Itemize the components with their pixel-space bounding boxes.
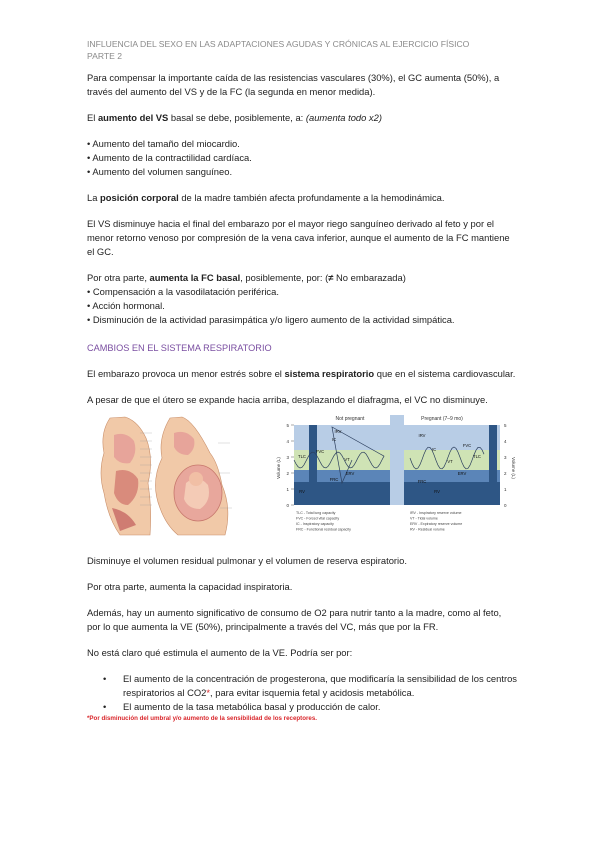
legend-entry: RV - Residual volume xyxy=(410,527,445,532)
box-label-right: RV xyxy=(434,489,440,494)
text: basal se debe, posiblemente, a: xyxy=(168,112,306,123)
y-axis-label: Volume (L) xyxy=(276,457,281,479)
y-axis-label-right: Volume (L) xyxy=(511,457,516,479)
paragraph-vr: Disminuye el volumen residual pulmonar y el volumen de reserva espiratorio. xyxy=(87,555,407,566)
box-label-left: ERV xyxy=(345,471,355,476)
paragraph-ci: Por otra parte, aumenta la capacidad inspiratoria. xyxy=(87,581,293,592)
y-tick-label: 0 xyxy=(286,503,289,508)
header-title: INFLUENCIA DEL SEXO EN LAS ADAPTACIONES AGUDAS Y CRÓNICAS AL EJERCICIO FÍSICO xyxy=(87,39,470,49)
text: Por otra parte, xyxy=(87,272,150,283)
box-label-left: RV xyxy=(299,489,305,494)
bold-text: posición corporal xyxy=(100,192,179,203)
legend-entry: ERV - Expiratory reserve volume xyxy=(410,522,463,526)
box-label-left: IC xyxy=(331,437,337,442)
y-tick-label-right: 4 xyxy=(504,439,507,444)
y-tick-label-right: 0 xyxy=(504,503,507,508)
section-heading: CAMBIOS EN EL SISTEMA RESPIRATORIO xyxy=(87,343,272,353)
pregnant-label: Pregnant (7–9 mo) xyxy=(421,416,463,422)
y-tick-label-right: 1 xyxy=(504,487,507,492)
text: , posiblemente, por: ( xyxy=(240,272,329,283)
figure-row xyxy=(87,413,517,538)
legend-entry: FRC - Functional residual capacity xyxy=(296,527,351,532)
y-tick-label-right: 2 xyxy=(504,471,507,476)
text: No embarazada) xyxy=(333,272,406,283)
list-item: • Aumento de la contractilidad cardíaca. xyxy=(87,152,252,163)
tlc-bar-left xyxy=(309,425,317,505)
text: de la madre también afecta profundamente a la hemodinámica. xyxy=(178,192,445,203)
tlc-bar-right xyxy=(489,425,497,505)
paragraph-o2: Además, hay un aumento significativo de consumo de O2 para nutrir tanto a la madre, como al feto, por lo que aumenta la VE (50%), principalmente a través del VC, más que por la FR. xyxy=(87,607,502,632)
italic-note: (aumenta todo x2) xyxy=(305,112,382,123)
list-item: • Aumento del tamaño del miocardio. xyxy=(87,138,240,149)
ve-causes-list xyxy=(87,672,517,714)
anatomy-illustration xyxy=(90,413,240,538)
page-header xyxy=(87,38,517,62)
box-label-left: FRC xyxy=(329,477,339,482)
text: El embarazo provoca un menor estrés sobre el xyxy=(87,368,285,379)
text: La xyxy=(87,192,101,203)
y-tick-label-right: 5 xyxy=(504,423,507,428)
bold-text: aumento del VS xyxy=(97,112,169,123)
paragraph-ve: No está claro qué estimula el aumento de la VE. Podría ser por: xyxy=(87,647,353,658)
text: El aumento de la tasa metabólica basal y producción de calor. xyxy=(123,701,381,712)
box-label-right: FVC xyxy=(462,443,472,448)
text: , para evitar isquemia fetal y acidosis metabólica. xyxy=(210,687,415,698)
box-label-right: IC xyxy=(431,447,437,452)
paragraph-fc xyxy=(87,271,517,285)
y-tick-label-right: 3 xyxy=(504,455,507,460)
box-label-right: IRV xyxy=(418,433,426,438)
lung-volume-figure xyxy=(272,413,517,538)
footnote-marker: * xyxy=(206,687,211,698)
legend-entry: IRV - Inspiratory reserve volume xyxy=(410,511,462,515)
list-item: • Aumento del volumen sanguíneo. xyxy=(87,166,233,177)
box-label-right: TLC xyxy=(473,454,481,459)
text: El aumento de la concentración de progesterona, que modificaría la sensibilidad de los centros respiratorios al CO2 xyxy=(123,673,517,698)
list-item: • Disminución de la actividad parasimpática y/o ligero aumento de la actividad simpática. xyxy=(87,314,455,325)
paragraph-vs-final: El VS disminuye hacia el final del embarazo por el mayor riego sanguíneo derivado al feto y por el menor retorno venoso por compresión de la vena cava inferior, aunque el aumento de la FC mantiene el GC. xyxy=(87,218,510,257)
document-page xyxy=(87,38,517,723)
paragraph-utero: A pesar de que el útero se expande hacia arriba, desplazando el diafragma, el VC no disminuye. xyxy=(87,394,488,405)
paragraph-posicion xyxy=(87,191,517,205)
paragraph-gc: Para compensar la importante caída de las resistencias vasculares (30%), el GC aumenta (50%), a través del aumento del VS y de la FC (la segunda en menor medida). xyxy=(87,72,500,97)
paragraph-vs xyxy=(87,111,517,125)
legend-entry: FVC - Forced vital capacity xyxy=(296,516,340,521)
box-label-right: FRC xyxy=(417,479,427,484)
box-label-right: VT xyxy=(447,459,453,464)
y-tick-label: 3 xyxy=(286,455,289,460)
box-label-right: ERV xyxy=(457,471,467,476)
header-subtitle: PARTE 2 xyxy=(87,51,123,61)
fc-bullet-list xyxy=(87,285,517,327)
footnote: *Por disminución del umbral y/o aumento de la sensibilidad de los receptores. xyxy=(87,715,318,722)
legend-entry: TLC - Total lung capacity xyxy=(296,511,336,515)
list-item xyxy=(103,700,517,714)
paragraph-resp xyxy=(87,367,517,381)
list-item: • Acción hormonal. xyxy=(87,300,165,311)
y-tick-label: 5 xyxy=(286,423,289,428)
y-tick-label: 2 xyxy=(286,471,289,476)
bullet-icon: • xyxy=(103,673,107,684)
not-pregnant-label: Not pregnant xyxy=(335,416,365,422)
list-item: • Compensación a la vasodilatación periférica. xyxy=(87,286,279,297)
text: que en el sistema cardiovascular. xyxy=(374,368,516,379)
box-label-left: IRV xyxy=(334,429,342,434)
bold-text: aumenta la FC basal xyxy=(149,272,241,283)
legend-entry: VT - Tidal volume xyxy=(410,516,438,521)
list-item xyxy=(103,672,517,700)
bold-text: sistema respiratorio xyxy=(284,368,375,379)
separator-band xyxy=(390,415,404,505)
bullet-icon: • xyxy=(103,701,107,712)
box-label-left: VT xyxy=(344,457,350,462)
vs-bullet-list xyxy=(87,137,517,179)
box-label-left: FVC xyxy=(315,449,325,454)
not-equal-symbol: ≠ xyxy=(328,272,334,283)
legend-entry: IC - Inspiratory capacity xyxy=(296,522,334,526)
box-label-left: TLC xyxy=(298,454,306,459)
y-tick-label: 1 xyxy=(286,487,289,492)
y-tick-label: 4 xyxy=(286,439,289,444)
text: El xyxy=(87,112,98,123)
